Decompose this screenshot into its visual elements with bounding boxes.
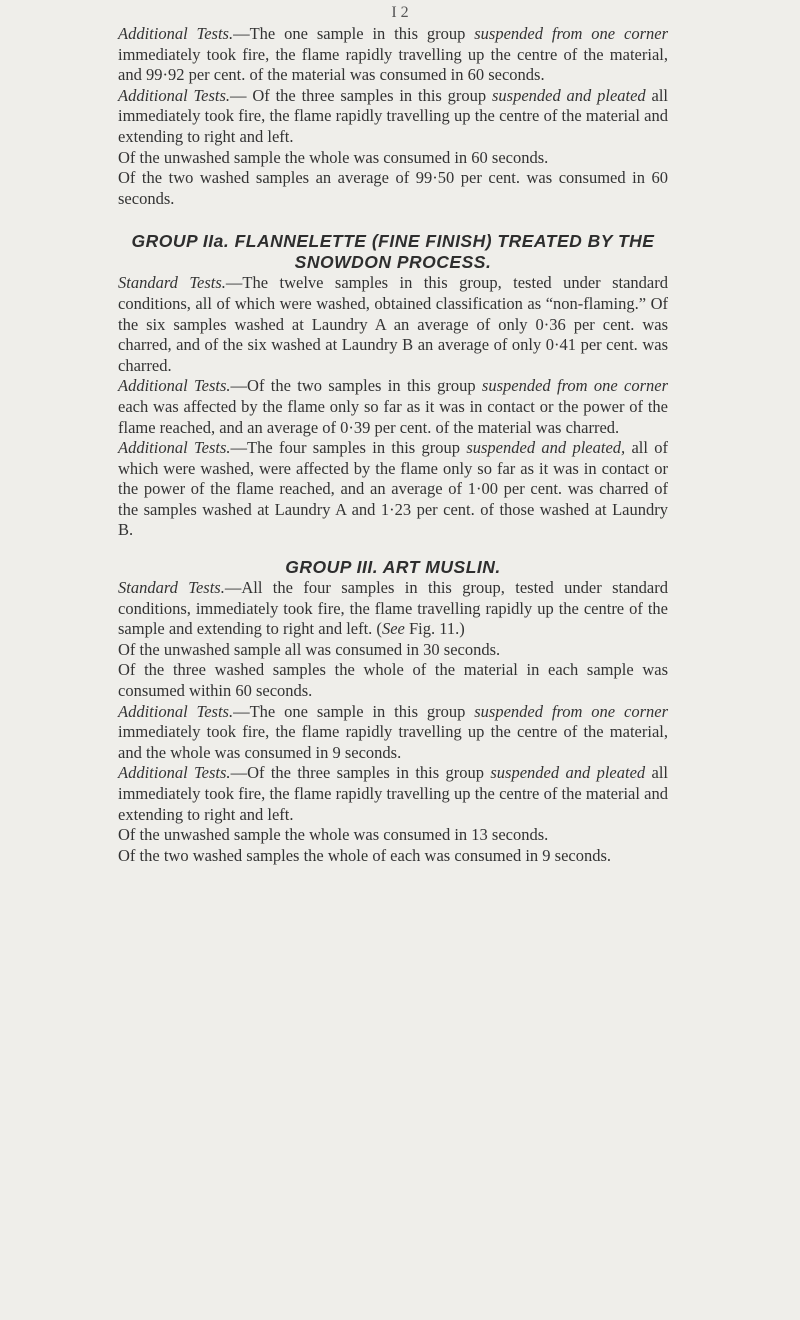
page-number: I 2: [391, 4, 409, 21]
paragraph-additional-tests-iii-2: [118, 763, 668, 825]
paragraph-text: —The one sample in this group: [233, 701, 475, 721]
paragraph-washed-result-iii-2: Of the two washed samples the whole of each was consumed in 9 seconds.: [118, 845, 612, 865]
paragraph-text: —Of the three samples in this group: [230, 763, 491, 783]
paragraph-lead: Additional Tests.: [118, 701, 234, 721]
paragraph-additional-tests-2: [118, 86, 668, 148]
paragraph-standard-tests-iia: [118, 273, 668, 376]
paragraph-unwashed-result-iii-2: Of the unwashed sample the whole was consumed in 13 seconds.: [118, 825, 549, 845]
paragraph-italic: See: [381, 619, 405, 639]
paragraph-lead: Additional Tests.: [118, 376, 231, 396]
paragraph-lead: Additional Tests.: [118, 763, 231, 783]
paragraph-lead: Additional Tests.: [118, 438, 231, 458]
paragraph-text-rest: immediately took fire, the flame rapidly travelling up the centre of the material, and the whole was consumed in 9 seconds.: [118, 722, 668, 762]
paragraph-text: —All the four samples in this group, tested under standard conditions, immediately took fire, the flame travelling rapidly up the centre of the sample and extending to right and left. (: [118, 578, 668, 639]
paragraph-lead: Standard Tests.: [118, 273, 226, 293]
paragraph-washed-result-iii: Of the three washed samples the whole of the material in each sample was consumed within 60 seconds.: [118, 660, 668, 701]
paragraph-additional-tests-iia-1: [118, 376, 668, 438]
paragraph-additional-tests-iia-2: [118, 438, 668, 541]
page-body: [118, 24, 668, 866]
paragraph-italic: suspended from one corner: [481, 376, 668, 396]
section-heading-group-iia: GROUP IIa. FLANNELETTE (FINE FINISH) TREATED BY THE SNOWDON PROCESS.: [131, 231, 655, 273]
paragraph-text-rest: all immediately took fire, the flame rapidly travelling up the centre of the material and extending to right and left.: [118, 763, 668, 824]
paragraph-washed-result: Of the two washed samples an average of 99·50 per cent. was consumed in 60 seconds.: [118, 168, 668, 208]
paragraph-additional-tests-iii-1: [118, 702, 668, 764]
paragraph-standard-tests-iii: [118, 578, 668, 640]
paragraph-text: —Of the two samples in this group: [230, 376, 482, 396]
paragraph-additional-tests-1: [118, 24, 668, 86]
paragraph-italic: suspended from one corner: [474, 701, 668, 721]
paragraph-italic: suspended from one corner: [474, 24, 668, 43]
paragraph-italic: suspended and pleated: [490, 763, 646, 783]
section-heading-group-iii: GROUP III. ART MUSLIN.: [285, 557, 501, 578]
paragraph-lead: Standard Tests.: [118, 578, 225, 598]
paragraph-text-rest: all of which were washed, were affected by the flame only so far as it was in contact or the power of the flame reached, and an average of 1·00 per cent. was charred of the samples washed at Laundry A and 1·23 per cent. of those washed at Laundry B.: [118, 438, 668, 540]
paragraph-text: —The one sample in this group: [233, 24, 475, 43]
paragraph-text-rest: Fig. 11.): [404, 619, 465, 639]
paragraph-text: —The four samples in this group: [230, 438, 467, 458]
paragraph-text: —The twelve samples in this group, tested under standard conditions, all of which were washed, obtained classification as “non-flaming.” Of the six samples washed at Laundry A an average of only 0·36 per cent. was charred, and of the six washed at Laundry B an average of only 0·41 per cent. was charred.: [118, 273, 668, 375]
paragraph-text-rest: each was affected by the flame only so far as it was in contact or the power of the flame reached, and an average of 0·39 per cent. of the material was charred.: [118, 396, 668, 437]
paragraph-unwashed-result-iii: Of the unwashed sample all was consumed in 30 seconds.: [118, 639, 501, 659]
paragraph-lead: Additional Tests.: [118, 85, 231, 105]
paragraph-italic: suspended and pleated,: [466, 438, 626, 458]
paragraph-text: — Of the three samples in this group: [230, 85, 492, 105]
paragraph-lead: Additional Tests.: [118, 24, 234, 43]
paragraph-unwashed-result: Of the unwashed sample the whole was consumed in 60 seconds.: [118, 147, 549, 167]
paragraph-text-rest: immediately took fire, the flame rapidly travelling up the centre of the material, and 99·92 per cent. of the material was consumed in 60 seconds.: [118, 44, 668, 85]
paragraph-italic: suspended and pleated: [491, 85, 646, 105]
paragraph-text-rest: all immediately took fire, the flame rapidly travelling up the centre of the material and extending to right and left.: [118, 85, 669, 146]
